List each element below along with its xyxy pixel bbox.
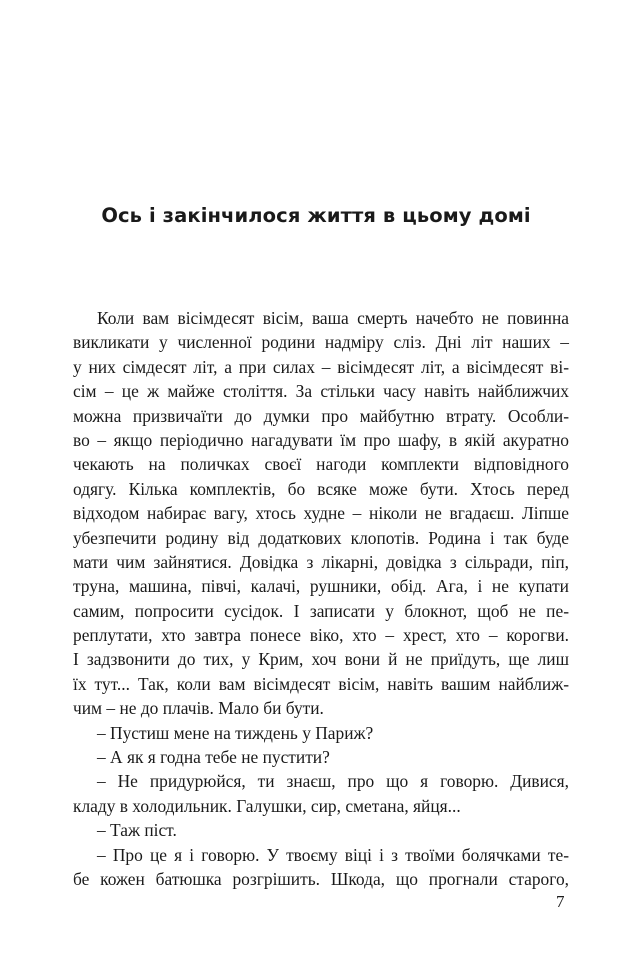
page-number: 7 [556, 892, 565, 911]
text-line: Коли вам вісімдесят вісім, ваша смерть начебто не повинна [97, 308, 569, 328]
text-line: мати чим зайнятися. Довідка з лікарні, довідка з сільради, піп, [73, 551, 569, 572]
text-line: можна призвичаїти до думки про майбутню втрату. Особли- [73, 405, 569, 426]
text-line: во – якщо періодично нагадувати їм про шафу, в якій акуратно [73, 429, 569, 450]
text-line: відходом набирає вагу, хтось худне – ніколи не вгадаєш. Ліпше [73, 503, 569, 524]
dialogue-line: – Таж піст. [97, 820, 177, 841]
dialogue-line: – Не придурюйся, ти знаєш, про що я говорю. Дивися, [97, 771, 569, 792]
text-line: І задзвонити до тих, у Крим, хоч вони й не приїдуть, ще лиш [73, 649, 569, 670]
text-line: одягу. Кілька комплектів, бо всяке може бути. Хтось перед [73, 478, 569, 499]
text-line: бе кожен батюшка розгрішить. Шкода, що прогнали старого, [73, 868, 569, 889]
chapter-title: Ось і закінчилося життя в цьому домі [101, 204, 531, 227]
text-line: чекають на поличках своєї нагоди комплекти відповідного [73, 454, 569, 475]
dialogue-line: – Пустиш мене на тиждень у Париж? [97, 722, 374, 743]
body-text [73, 306, 569, 891]
dialogue-line: – Про це я і говорю. У твоєму віці і з твоїми болячками те- [97, 844, 569, 865]
text-line: труна, машина, півчі, калачі, рушники, обід. Ага, і не купати [73, 576, 569, 597]
text-line: реплутати, хто завтра понесе віко, хто – хрест, хто – корогви. [73, 625, 569, 646]
text-line: у них сімдесят літ, а при силах – вісімдесят літ, а вісімдесят ві- [73, 356, 569, 377]
text-line: їх тут... Так, коли вам вісімдесят вісім, навіть вашим найближ- [73, 673, 569, 694]
text-line: убезпечити родину від додаткових клопотів. Родина і так буде [73, 527, 569, 548]
text-line: кладу в холодильник. Галушки, сир, сметана, яйця... [73, 795, 461, 816]
text-line: викликати у численної родини надміру сліз. Дні літ наших – [73, 332, 569, 353]
text-line: чим – не до плачів. Мало би бути. [73, 698, 324, 719]
text-line: сім – це ж майже століття. За стільки часу навіть найближчих [73, 381, 569, 402]
text-line: самим, попросити сусідок. І записати у блокнот, щоб не пе- [73, 600, 569, 621]
dialogue-line: – А як я годна тебе не пустити? [97, 747, 330, 768]
